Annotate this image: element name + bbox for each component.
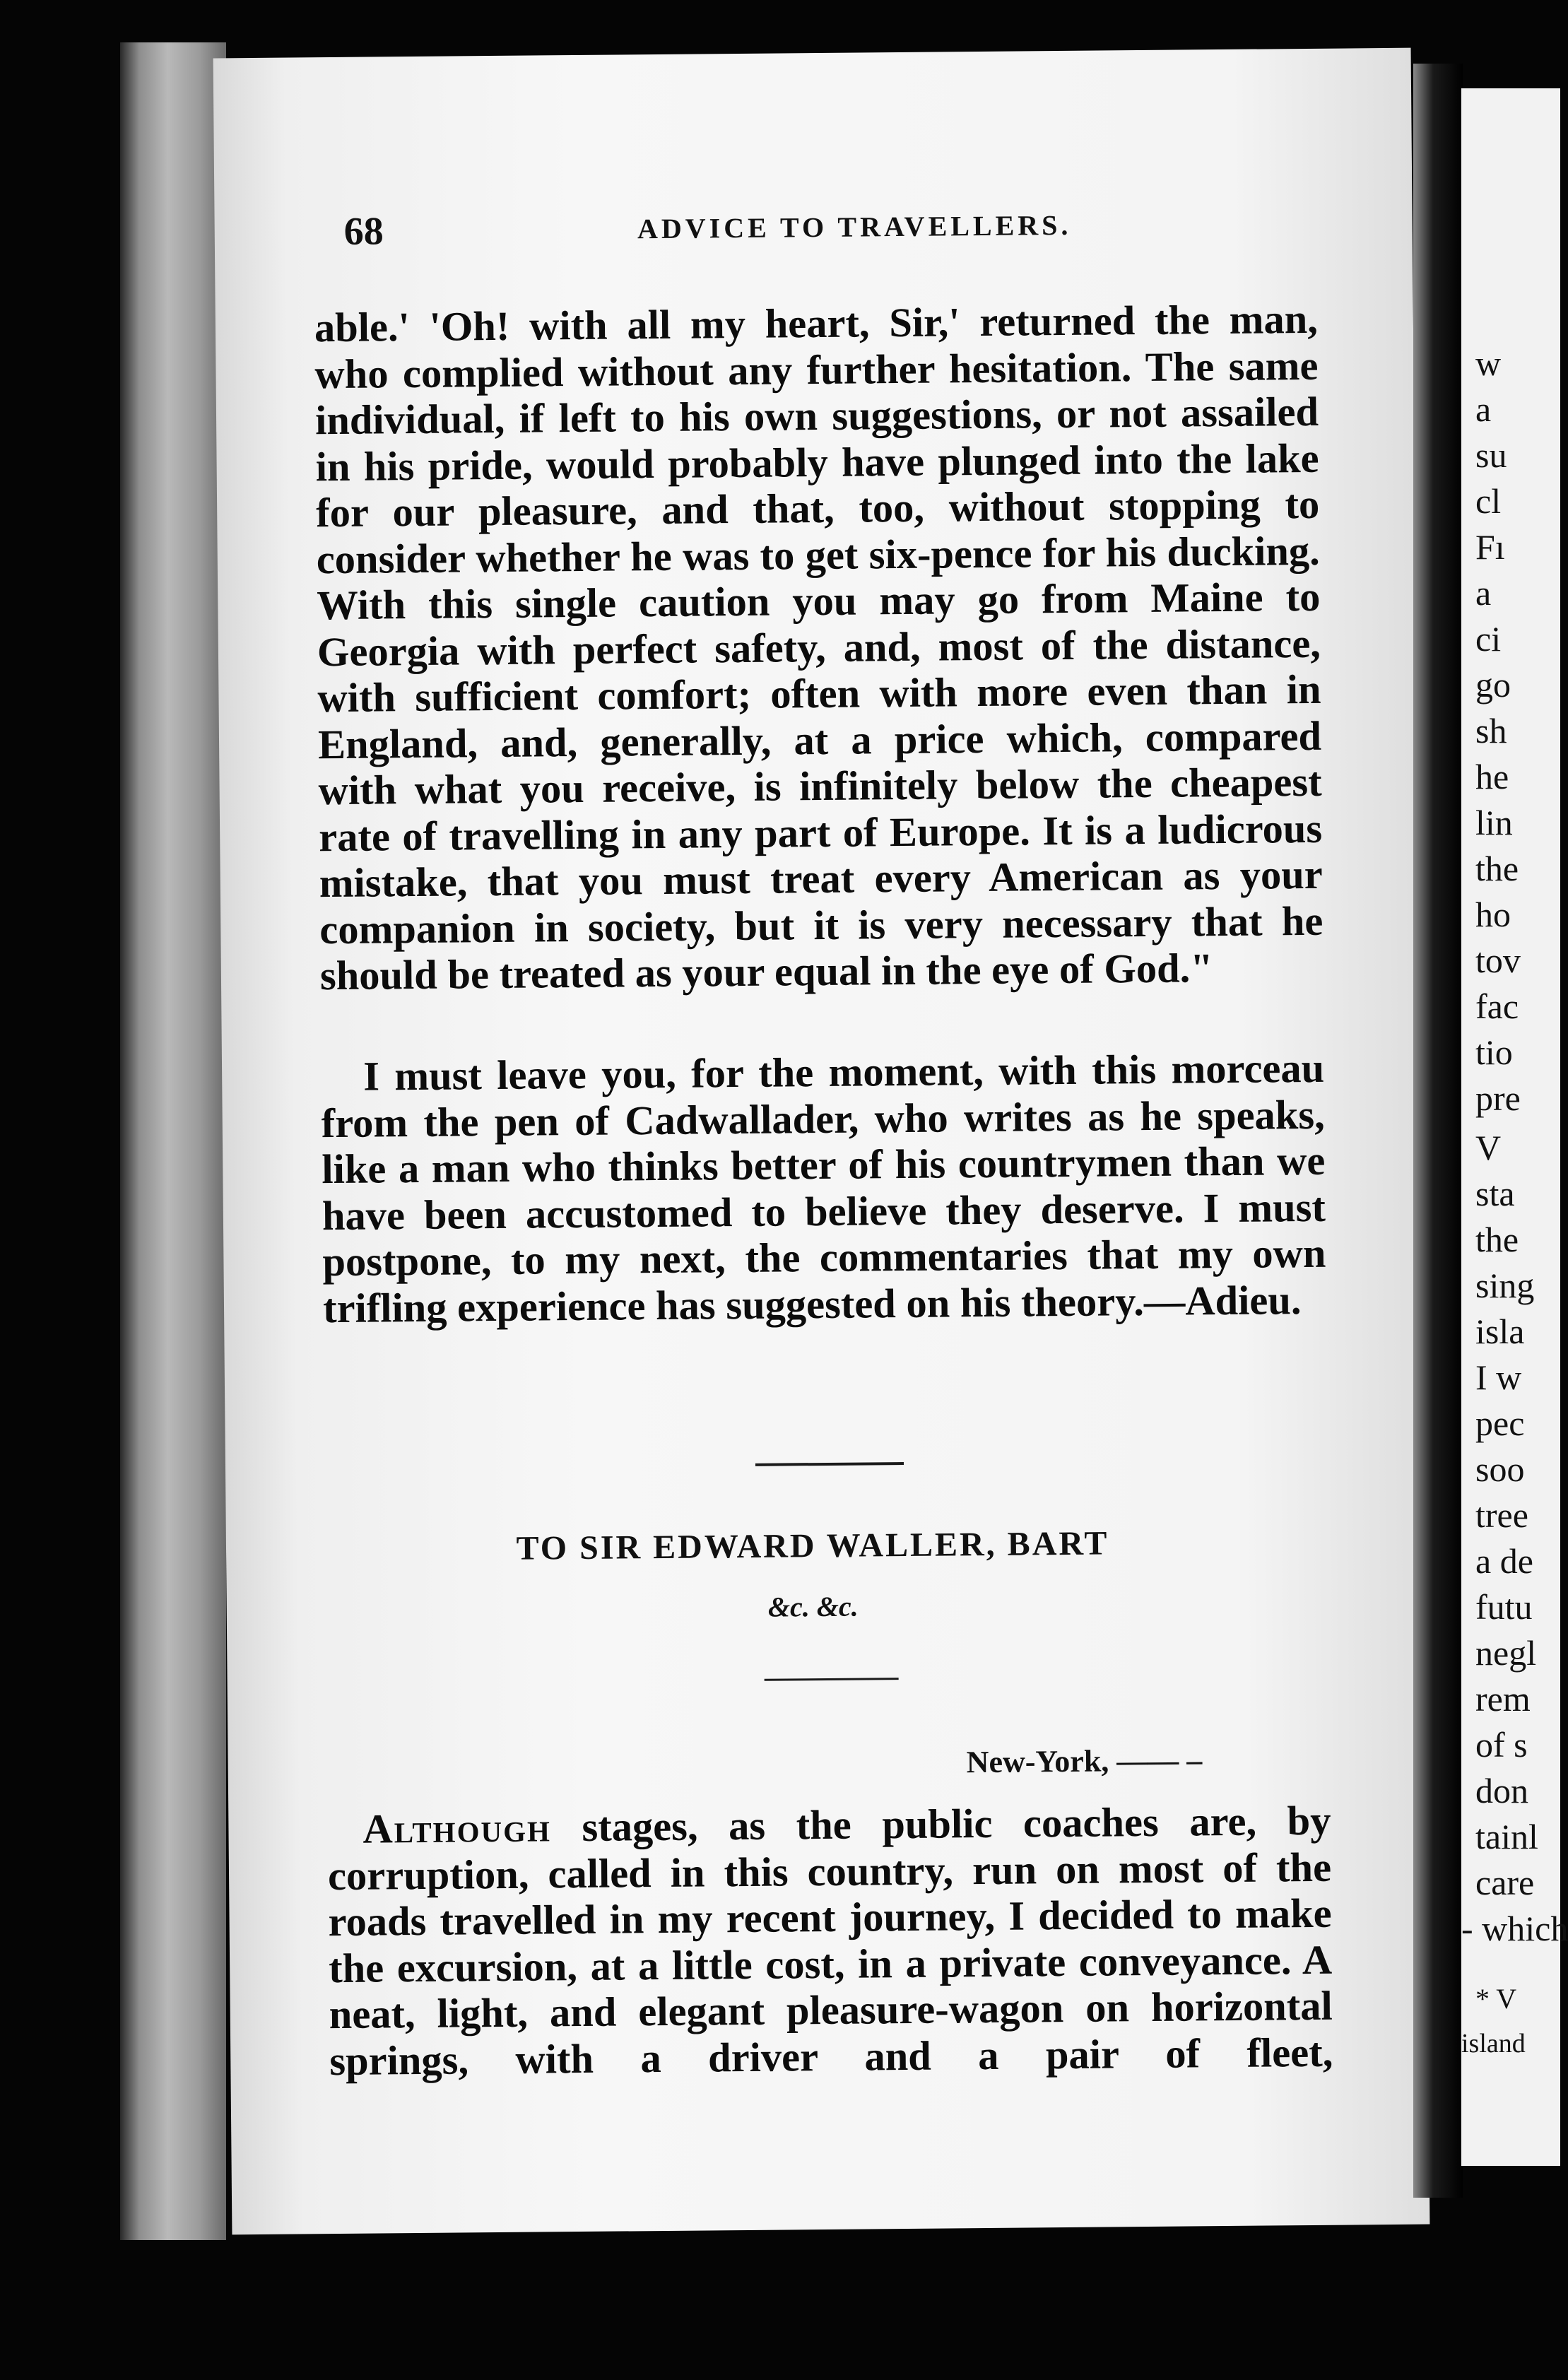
dateline: New-York, —— – xyxy=(966,1743,1203,1780)
fragment: a de xyxy=(1475,1541,1533,1581)
fragment: - which xyxy=(1461,1909,1568,1948)
gutter-shadow xyxy=(1413,64,1463,2198)
fragment: go xyxy=(1475,665,1511,705)
fragment: isla xyxy=(1475,1312,1525,1351)
letter-heading: TO SIR EDWARD WALLER, BART xyxy=(516,1524,1109,1567)
book-spine-edge xyxy=(120,42,226,2240)
fragment: w xyxy=(1475,343,1502,383)
fragment: fac xyxy=(1475,986,1519,1026)
fragment: * V xyxy=(1475,1983,1517,2015)
fragment: futu xyxy=(1475,1587,1533,1627)
fragment: the xyxy=(1475,849,1519,888)
fragment: sing xyxy=(1475,1266,1535,1305)
fragment: tio xyxy=(1475,1032,1513,1072)
fragment: su xyxy=(1475,435,1507,475)
fragment: I w xyxy=(1475,1357,1522,1397)
fragment: rem xyxy=(1475,1679,1531,1719)
fragment: don xyxy=(1475,1771,1528,1810)
fragment: ho xyxy=(1475,895,1511,934)
heading-divider xyxy=(765,1678,899,1681)
fragment: tov xyxy=(1475,941,1521,980)
paragraph-3-text: stages, as the public coaches are, by corruption, called in this country, run on most of the roads travelled in my recent journey, I decided to make the excursion, at a little cost, in a private conveyance. A neat, light, and elegant pleasure-wagon on horizontal springs, with a driver and a pair of fleet, xyxy=(327,1797,1333,2084)
fragment: tainl xyxy=(1475,1817,1538,1856)
fragment: soo xyxy=(1475,1449,1525,1489)
fragment: a xyxy=(1475,389,1492,429)
fragment: lin xyxy=(1475,803,1513,842)
paragraph-3 xyxy=(327,1798,1333,2084)
fragment: pec xyxy=(1475,1403,1525,1443)
section-divider xyxy=(755,1462,904,1466)
paragraph-1: able.' 'Oh! with all my heart, Sir,' returned the man, who complied without any further hesitation. The same individual, if left to his own suggestions, or not assailed in his pride, would probably have plunged into the lake for our pleasure, and that, too, without stopping to consider whether he was to get six-pence for his ducking. With this single caution you may go from Maine to Georgia with perfect safety, and, most of the distance, with sufficient comfort; often with more even than in England, and, generally, at a price which, compared with what you receive, is infinitely below the cheapest rate of travelling in any part of Europe. It is a ludicrous mistake, that you must treat every American as your companion in society, but it is very necessary that he should be treated as your equal in the eye of God." xyxy=(314,295,1324,999)
fragment: pre xyxy=(1475,1078,1521,1118)
fragment: V xyxy=(1475,1128,1502,1167)
fragment: he xyxy=(1475,757,1509,796)
adjacent-page-edge xyxy=(1461,88,1568,2166)
fragment: tree xyxy=(1475,1495,1528,1535)
running-head: ADVICE TO TRAVELLERS. xyxy=(637,208,1072,245)
fragment: ci xyxy=(1475,619,1502,659)
fragment: Fı xyxy=(1475,527,1505,567)
letter-subheading: &c. &c. xyxy=(767,1590,859,1623)
paragraph-2: I must leave you, for the moment, with this morceau from the pen of Cadwallader, who writes as he speaks, like a man who thinks better of his countrymen than we have been accustomed to believe they deserve. I must postpone, to my next, the commentaries that my own trifling experience has suggested on his theory.—Adieu. xyxy=(321,1044,1326,1331)
fragment: of s xyxy=(1475,1725,1528,1765)
page-header xyxy=(343,200,1365,259)
fragment: cl xyxy=(1475,481,1502,521)
fragment: sta xyxy=(1475,1174,1515,1213)
fragment: care xyxy=(1475,1863,1535,1902)
paragraph-3-lead: Although xyxy=(362,1804,552,1852)
fragment: negl xyxy=(1475,1633,1537,1673)
page-number: 68 xyxy=(343,209,384,254)
fragment: island xyxy=(1461,2029,1526,2058)
book-page xyxy=(213,48,1430,2235)
fragment: sh xyxy=(1475,711,1507,750)
fragment: the xyxy=(1475,1220,1519,1259)
fragment: a xyxy=(1475,573,1492,613)
